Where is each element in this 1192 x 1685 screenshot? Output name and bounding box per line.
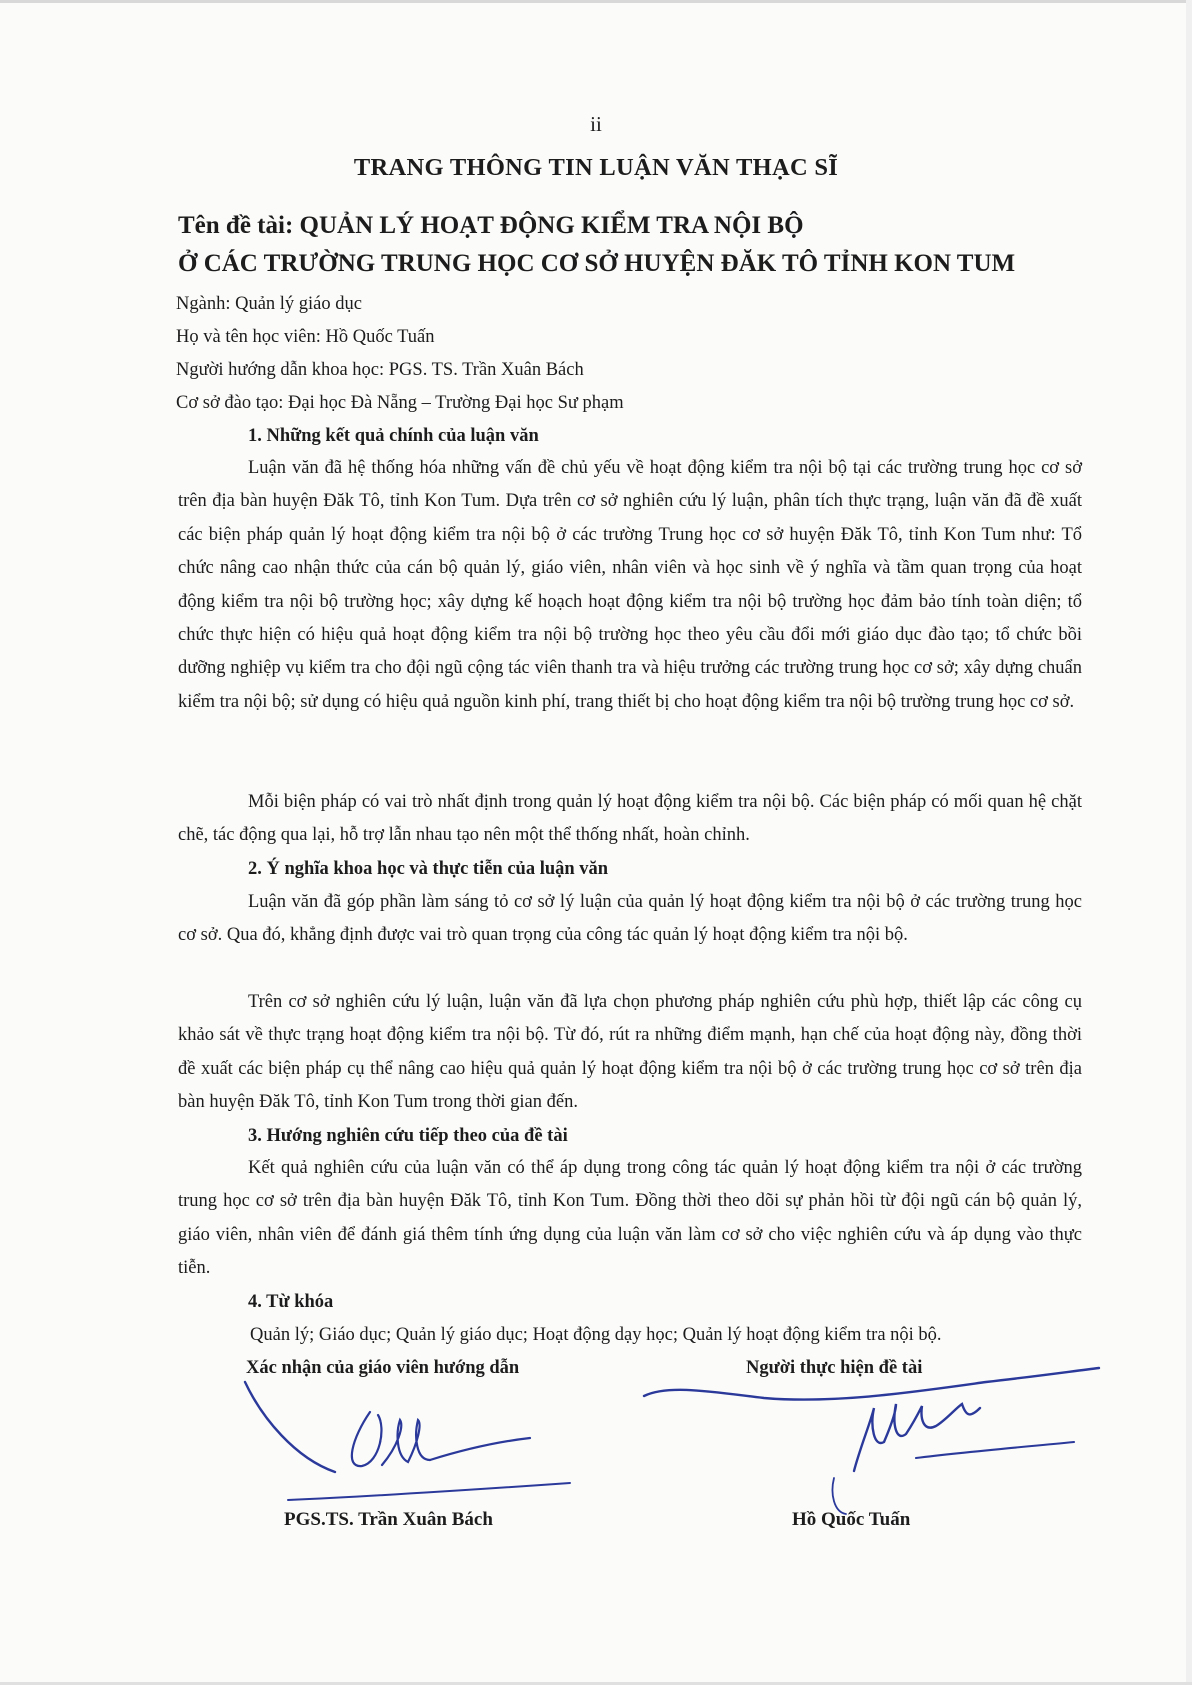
student-line: Họ và tên học viên: Hồ Quốc Tuấn <box>176 327 435 347</box>
institution-line: Cơ sở đào tạo: Đại học Đà Nẵng – Trường Đại học Sư phạm <box>176 393 624 413</box>
author-heading: Người thực hiện đề tài <box>746 1358 923 1378</box>
section-2-paragraph-2: Trên cơ sở nghiên cứu lý luận, luận văn đã lựa chọn phương pháp nghiên cứu phù hợp, thiết lập các công cụ khảo sát về thực trạng hoạt động kiểm tra nội bộ. Từ đó, rút ra những điểm mạnh, hạn chế của hoạt động này, đồng thời đề xuất các biện pháp cụ thể nâng cao hiệu quả quản lý hoạt động kiểm tra nội bộ ở các trường trung học cơ sở trên địa bàn huyện Đăk Tô, tỉnh Kon Tum trong thời gian đến. <box>178 992 1082 1113</box>
major-line: Ngành: Quản lý giáo dục <box>176 294 362 314</box>
section-4-heading: 4. Từ khóa <box>248 1292 334 1312</box>
section-1-heading: 1. Những kết quả chính của luận văn <box>248 426 539 446</box>
page-number: ii <box>590 112 602 136</box>
section-2-paragraph-1: Luận văn đã góp phần làm sáng tỏ cơ sở lý luận của quản lý hoạt động kiểm tra nội bộ ở các trường trung học cơ sở. Qua đó, khẳng định được vai trò quan trọng của công tác quản lý hoạt động kiểm tra nội bộ. <box>178 892 1082 946</box>
author-signature <box>634 1346 1104 1516</box>
supervisor-confirmation-heading: Xác nhận của giáo viên hướng dẫn <box>246 1358 520 1378</box>
scan-edge-top <box>0 0 1192 3</box>
section-1-paragraph-1: Luận văn đã hệ thống hóa những vấn đề chủ yếu về hoạt động kiểm tra nội bộ tại các trường trung học cơ sở trên địa bàn huyện Đăk Tô, tỉnh Kon Tum. Dựa trên cơ sở nghiên cứu lý luận, phân tích thực trạng, luận văn đã đề xuất các biện pháp quản lý hoạt động kiểm tra nội bộ ở các trường Trung học cơ sở huyện Đăk Tô, tỉnh Kon Tum như: Tổ chức nâng cao nhận thức của cán bộ quản lý, giáo viên, nhân viên và học sinh về ý nghĩa và tầm quan trọng của hoạt động kiểm tra nội bộ trường học; xây dựng kế hoạch hoạt động kiểm tra nội bộ trường học đảm bảo tính toàn diện; tổ chức thực hiện có hiệu quả hoạt động kiểm tra nội bộ trường học theo yêu cầu đổi mới giáo dục đào tạo; tổ chức bồi dưỡng nghiệp vụ kiểm tra cho đội ngũ cộng tác viên thanh tra và hiệu trưởng các trường trung học cơ sở; xây dựng chuẩn kiểm tra nội bộ; sử dụng có hiệu quả nguồn kinh phí, trang thiết bị cho hoạt động kiểm tra nội bộ trường trung học cơ sở. <box>178 458 1082 712</box>
supervisor-signature <box>240 1380 580 1510</box>
scan-edge-right <box>1186 0 1192 1685</box>
topic-title-line-1: Tên đề tài: QUẢN LÝ HOẠT ĐỘNG KIỂM TRA NỘI BỘ <box>178 212 804 239</box>
supervisor-name: PGS.TS. Trần Xuân Bách <box>284 1509 493 1530</box>
page-title: TRANG THÔNG TIN LUẬN VĂN THẠC SĨ <box>353 154 839 181</box>
topic-title-line-2: Ở CÁC TRƯỜNG TRUNG HỌC CƠ SỞ HUYỆN ĐĂK TÔ TỈNH KON TUM <box>178 250 1016 277</box>
section-3-heading: 3. Hướng nghiên cứu tiếp theo của đề tài <box>248 1126 568 1146</box>
section-2-heading: 2. Ý nghĩa khoa học và thực tiễn của luận văn <box>248 859 609 879</box>
keywords-line: Quản lý; Giáo dục; Quản lý giáo dục; Hoạt động dạy học; Quản lý hoạt động kiểm tra nội bộ. <box>250 1325 942 1345</box>
section-1-paragraph-2: Mỗi biện pháp có vai trò nhất định trong quản lý hoạt động kiểm tra nội bộ. Các biện pháp có mối quan hệ chặt chẽ, tác động qua lại, hỗ trợ lẫn nhau tạo nên một thể thống nhất, hoàn chỉnh. <box>178 792 1082 846</box>
section-3-paragraph-1: Kết quả nghiên cứu của luận văn có thể áp dụng trong công tác quản lý hoạt động kiểm tra nội ở các trường trung học cơ sở trên địa bàn huyện Đăk Tô, tỉnh Kon Tum. Đồng thời theo dõi sự phản hồi từ đội ngũ cán bộ quản lý, giáo viên, nhân viên để đánh giá thêm tính ứng dụng của luận văn làm cơ sở cho việc nghiên cứu và áp dụng vào thực tiễn. <box>178 1158 1082 1279</box>
author-name: Hồ Quốc Tuấn <box>792 1509 911 1530</box>
supervisor-line: Người hướng dẫn khoa học: PGS. TS. Trần Xuân Bách <box>176 360 584 380</box>
